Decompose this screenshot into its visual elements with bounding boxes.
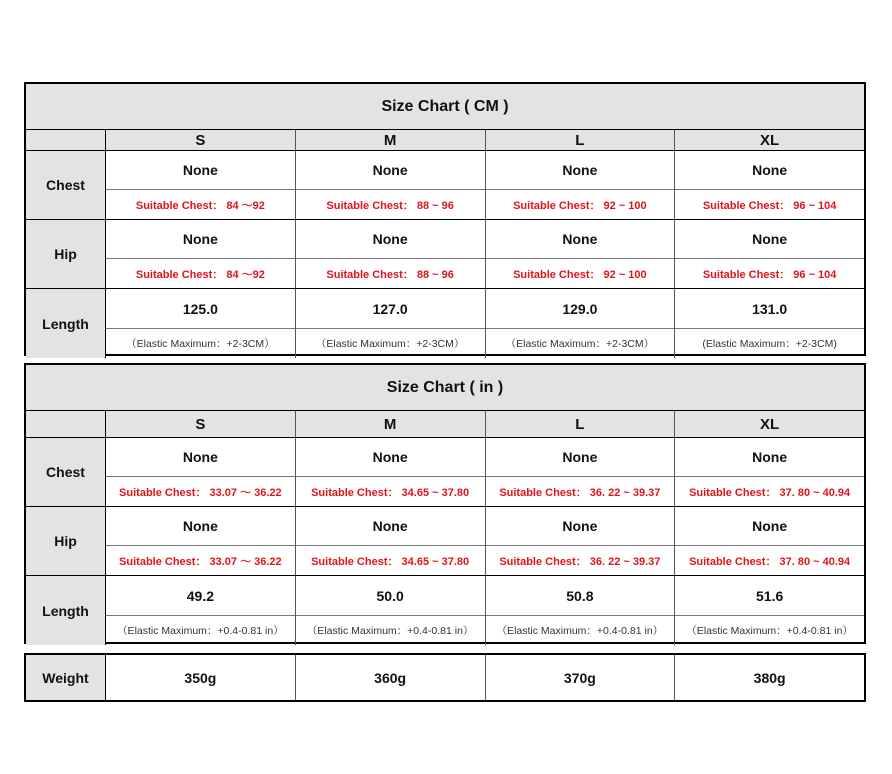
- cell-suitable-range: Suitable Chest： 37. 80 ~ 40.94: [689, 555, 851, 568]
- cell-suitable-range: Suitable Chest： 36. 22 ~ 39.37: [499, 555, 661, 568]
- weight-value-m: 360g: [296, 655, 486, 700]
- size-chart-cm-title: Size Chart ( CM ): [26, 84, 864, 130]
- cell-elastic-note: （Elastic Maximum：+0.4-0.81 in）: [117, 625, 284, 638]
- weight-value-s: 350g: [106, 655, 296, 700]
- cell-suitable-range: Suitable Chest： 92 ~ 100: [513, 199, 647, 212]
- table-cell: [296, 151, 486, 219]
- table-cell: [296, 438, 486, 506]
- cell-elastic-note: （Elastic Maximum：+2-3CM）: [315, 338, 465, 351]
- cell-value: 51.6: [675, 576, 864, 616]
- row-label: Weight: [26, 655, 106, 700]
- cell-value: None: [296, 151, 485, 190]
- cell-value: 50.8: [486, 576, 675, 616]
- cell-value: None: [486, 151, 675, 190]
- cell-suitable-range: Suitable Chest： 34.65 ~ 37.80: [311, 555, 470, 568]
- table-cell: [675, 220, 864, 288]
- table-cell: [296, 576, 486, 645]
- row-label: Hip: [26, 507, 106, 575]
- cell-value: None: [675, 438, 864, 477]
- size-header-row: [26, 130, 864, 151]
- cell-value: 127.0: [296, 289, 485, 329]
- table-cell: [675, 438, 864, 506]
- table-cell: [106, 576, 296, 645]
- cell-value: None: [106, 438, 295, 477]
- cell-elastic-note: （Elastic Maximum：+2-3CM）: [126, 338, 275, 351]
- weight-value-xl: 380g: [753, 669, 786, 686]
- table-cell: [486, 151, 676, 219]
- table-cell: [486, 438, 676, 506]
- table-row-chest: [26, 151, 864, 220]
- table-row-length: [26, 576, 864, 645]
- weight-value-l: 370g: [486, 655, 676, 700]
- size-chart-cm: [24, 82, 866, 356]
- cell-value: None: [486, 507, 675, 546]
- size-chart-in-title: Size Chart ( in ): [26, 365, 864, 411]
- size-chart-in: [24, 363, 866, 644]
- header-corner: [26, 411, 106, 437]
- cell-value: 125.0: [106, 289, 295, 329]
- cell-value: 50.0: [296, 576, 485, 616]
- table-cell: [675, 507, 864, 575]
- size-header-l: L: [486, 130, 676, 150]
- size-header-s: S: [106, 130, 296, 150]
- cell-value: None: [106, 220, 295, 259]
- table-cell: [106, 151, 296, 219]
- table-cell: [106, 507, 296, 575]
- table-row-length: [26, 289, 864, 358]
- cell-suitable-range: Suitable Chest： 84 ～92: [135, 199, 265, 212]
- table-cell: [106, 438, 296, 506]
- size-header-s: S: [106, 411, 296, 437]
- cell-elastic-note: （Elastic Maximum：+0.4-0.81 in）: [496, 625, 664, 638]
- cell-suitable-range: Suitable Chest： 96 ~ 104: [702, 268, 837, 281]
- cell-elastic-note: （Elastic Maximum：+0.4-0.81 in）: [686, 625, 853, 638]
- cell-value: None: [486, 220, 675, 259]
- cell-suitable-range: Suitable Chest： 88 ~ 96: [326, 268, 454, 281]
- row-label: Chest: [26, 438, 106, 506]
- cell-value: None: [675, 151, 864, 190]
- table-cell: [675, 289, 864, 358]
- cell-elastic-note: （Elastic Maximum：+0.4-0.81 in）: [306, 625, 474, 638]
- cell-suitable-range: Suitable Chest： 36. 22 ~ 39.37: [499, 486, 661, 499]
- table-cell: [675, 576, 864, 645]
- cell-value: None: [106, 151, 295, 190]
- table-cell: [486, 576, 676, 645]
- cell-value: None: [675, 220, 864, 259]
- cell-suitable-range: Suitable Chest： 84 ～92: [135, 268, 265, 281]
- table-cell: [486, 220, 676, 288]
- table-cell: [486, 507, 676, 575]
- table-cell: [486, 289, 676, 358]
- cell-value: None: [296, 220, 485, 259]
- size-header-m: M: [296, 411, 486, 437]
- table-cell: [675, 151, 864, 219]
- cell-elastic-note: (Elastic Maximum：+2-3CM): [702, 338, 837, 351]
- row-label: Length: [26, 289, 106, 358]
- cell-suitable-range: Suitable Chest： 96 ~ 104: [702, 199, 837, 212]
- size-header-xl: XL: [675, 130, 864, 150]
- table-cell: [296, 289, 486, 358]
- cell-suitable-range: Suitable Chest： 37. 80 ~ 40.94: [689, 486, 851, 499]
- cell-suitable-range: Suitable Chest： 33.07 ～ 36.22: [119, 555, 282, 568]
- cell-value: 129.0: [486, 289, 675, 329]
- row-label: Length: [26, 576, 106, 645]
- cell-suitable-range: Suitable Chest： 34.65 ~ 37.80: [311, 486, 470, 499]
- table-cell: [106, 220, 296, 288]
- header-corner: [26, 130, 106, 150]
- cell-suitable-range: Suitable Chest： 92 ~ 100: [513, 268, 647, 281]
- row-label: Hip: [26, 220, 106, 288]
- cell-suitable-range: Suitable Chest： 33.07 ～ 36.22: [119, 486, 282, 499]
- table-cell: [296, 220, 486, 288]
- cell-value: 131.0: [675, 289, 864, 329]
- table-cell: [106, 289, 296, 358]
- cell-value: None: [675, 507, 864, 546]
- table-row-chest: [26, 438, 864, 507]
- size-header-m: M: [296, 130, 486, 150]
- row-label: Chest: [26, 151, 106, 219]
- size-header-xl: XL: [675, 411, 864, 437]
- cell-value: 49.2: [106, 576, 295, 616]
- table-row-hip: [26, 220, 864, 289]
- cell-value: None: [296, 438, 485, 477]
- cell-value: None: [106, 507, 295, 546]
- weight-table: [24, 653, 866, 702]
- cell-suitable-range: Suitable Chest： 88 ~ 96: [326, 199, 454, 212]
- cell-elastic-note: （Elastic Maximum：+2-3CM）: [505, 338, 655, 351]
- table-row-weight: [26, 655, 864, 700]
- size-header-l: L: [486, 411, 676, 437]
- cell-value: None: [486, 438, 675, 477]
- table-cell: [296, 507, 486, 575]
- cell-value: None: [296, 507, 485, 546]
- size-header-row: [26, 411, 864, 438]
- table-row-hip: [26, 507, 864, 576]
